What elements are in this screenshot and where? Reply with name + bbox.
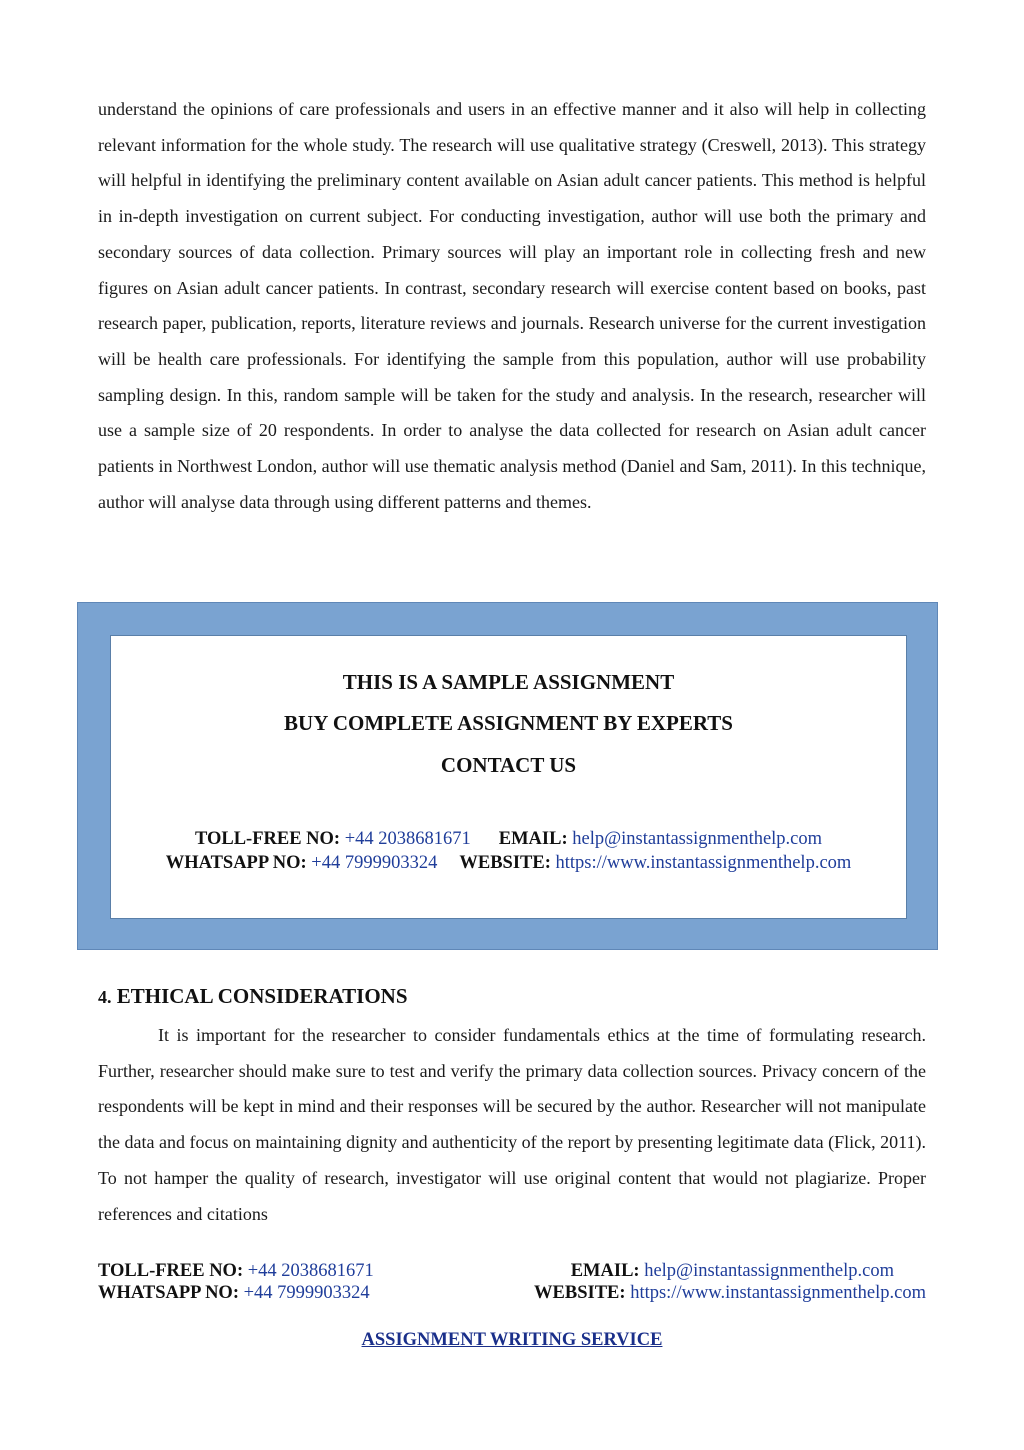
footer-toll-free — [98, 1260, 374, 1282]
section-title: ETHICAL CONSIDERATIONS — [116, 984, 408, 1008]
footer-email — [571, 1260, 894, 1282]
body-paragraph-methodology: understand the opinions of care professionals and users in an effective manner and it also will help in collecting relevant information for the whole study. The research will use qualitative strategy (Creswell, 2013). This strategy will helpful in identifying the preliminary content available on Asian adult cancer patients. This method is helpful in in-depth investigation on current subject. For conducting investigation, author will use both the primary and secondary sources of data collection. Primary sources will play an important role in collecting fresh and new figures on Asian adult cancer patients. In contrast, secondary research will exercise content based on books, past research paper, publication, reports, literature reviews and journals. Research universe for the current investigation will be health care professionals. For identifying the sample from this population, author will use probability sampling design. In this, random sample will be taken for the study and analysis. In the research, researcher will use a sample size of 20 respondents. In order to analyse the data collected for research on Asian adult cancer patients in Northwest London, author will use thematic analysis method (Daniel and Sam, 2011). In this technique, author will analyse data through using different patterns and themes. — [98, 99, 926, 512]
footer-whatsapp — [98, 1282, 370, 1304]
promo-headline: THIS IS A SAMPLE ASSIGNMENT — [342, 670, 675, 694]
footer-email-link[interactable]: help@instantassignmenthelp.com — [644, 1261, 894, 1281]
promo-whatsapp-number[interactable]: +44 7999903324 — [311, 853, 438, 873]
promo-panel — [110, 635, 907, 919]
footer-toll-free-label: TOLL-FREE NO: — [98, 1261, 244, 1281]
section-heading — [98, 984, 408, 1009]
body-paragraph-ethics: It is important for the researcher to consider fundamentals ethics at the time of formulating research. Further, researcher should make sure to test and verify the primary data collection sources. Privacy concern of the respondents will be kept in mind and their responses will be secured by the author. Researcher will not manipulate the data and focus on maintaining dignity and authenticity of the report by presenting legitimate data (Flick, 2011). To not hamper the quality of research, investigator will use original content that would not plagiarize. Proper references and citations — [98, 1025, 926, 1224]
footer-tagline-link[interactable]: ASSIGNMENT WRITING SERVICE — [361, 1330, 663, 1350]
promo-website-link[interactable]: https://www.instantassignmenthelp.com — [555, 853, 852, 873]
promo-website-label: WEBSITE: — [459, 853, 551, 873]
promo-banner — [77, 602, 938, 950]
footer-website — [534, 1282, 926, 1304]
promo-toll-free-label: TOLL-FREE NO: — [194, 829, 341, 849]
promo-contact-row-whatsapp-website — [111, 853, 906, 874]
promo-contact-heading: CONTACT US — [440, 753, 577, 777]
promo-email-label: EMAIL: — [498, 829, 568, 849]
section-number: 4. — [98, 987, 112, 1007]
footer-whatsapp-number[interactable]: +44 7999903324 — [243, 1283, 370, 1303]
footer-toll-free-number[interactable]: +44 2038681671 — [247, 1261, 374, 1281]
footer-website-label: WEBSITE: — [534, 1283, 626, 1303]
promo-email-link[interactable]: help@instantassignmenthelp.com — [572, 829, 823, 849]
promo-whatsapp-label: WHATSAPP NO: — [165, 853, 307, 873]
footer-email-label: EMAIL: — [570, 1261, 640, 1281]
promo-contact-row-phone-email — [111, 829, 906, 850]
footer-whatsapp-label: WHATSAPP NO: — [98, 1283, 239, 1303]
footer-website-link[interactable]: https://www.instantassignmenthelp.com — [630, 1283, 926, 1303]
promo-subheadline: BUY COMPLETE ASSIGNMENT BY EXPERTS — [284, 711, 733, 735]
promo-toll-free-number[interactable]: +44 2038681671 — [344, 829, 471, 849]
